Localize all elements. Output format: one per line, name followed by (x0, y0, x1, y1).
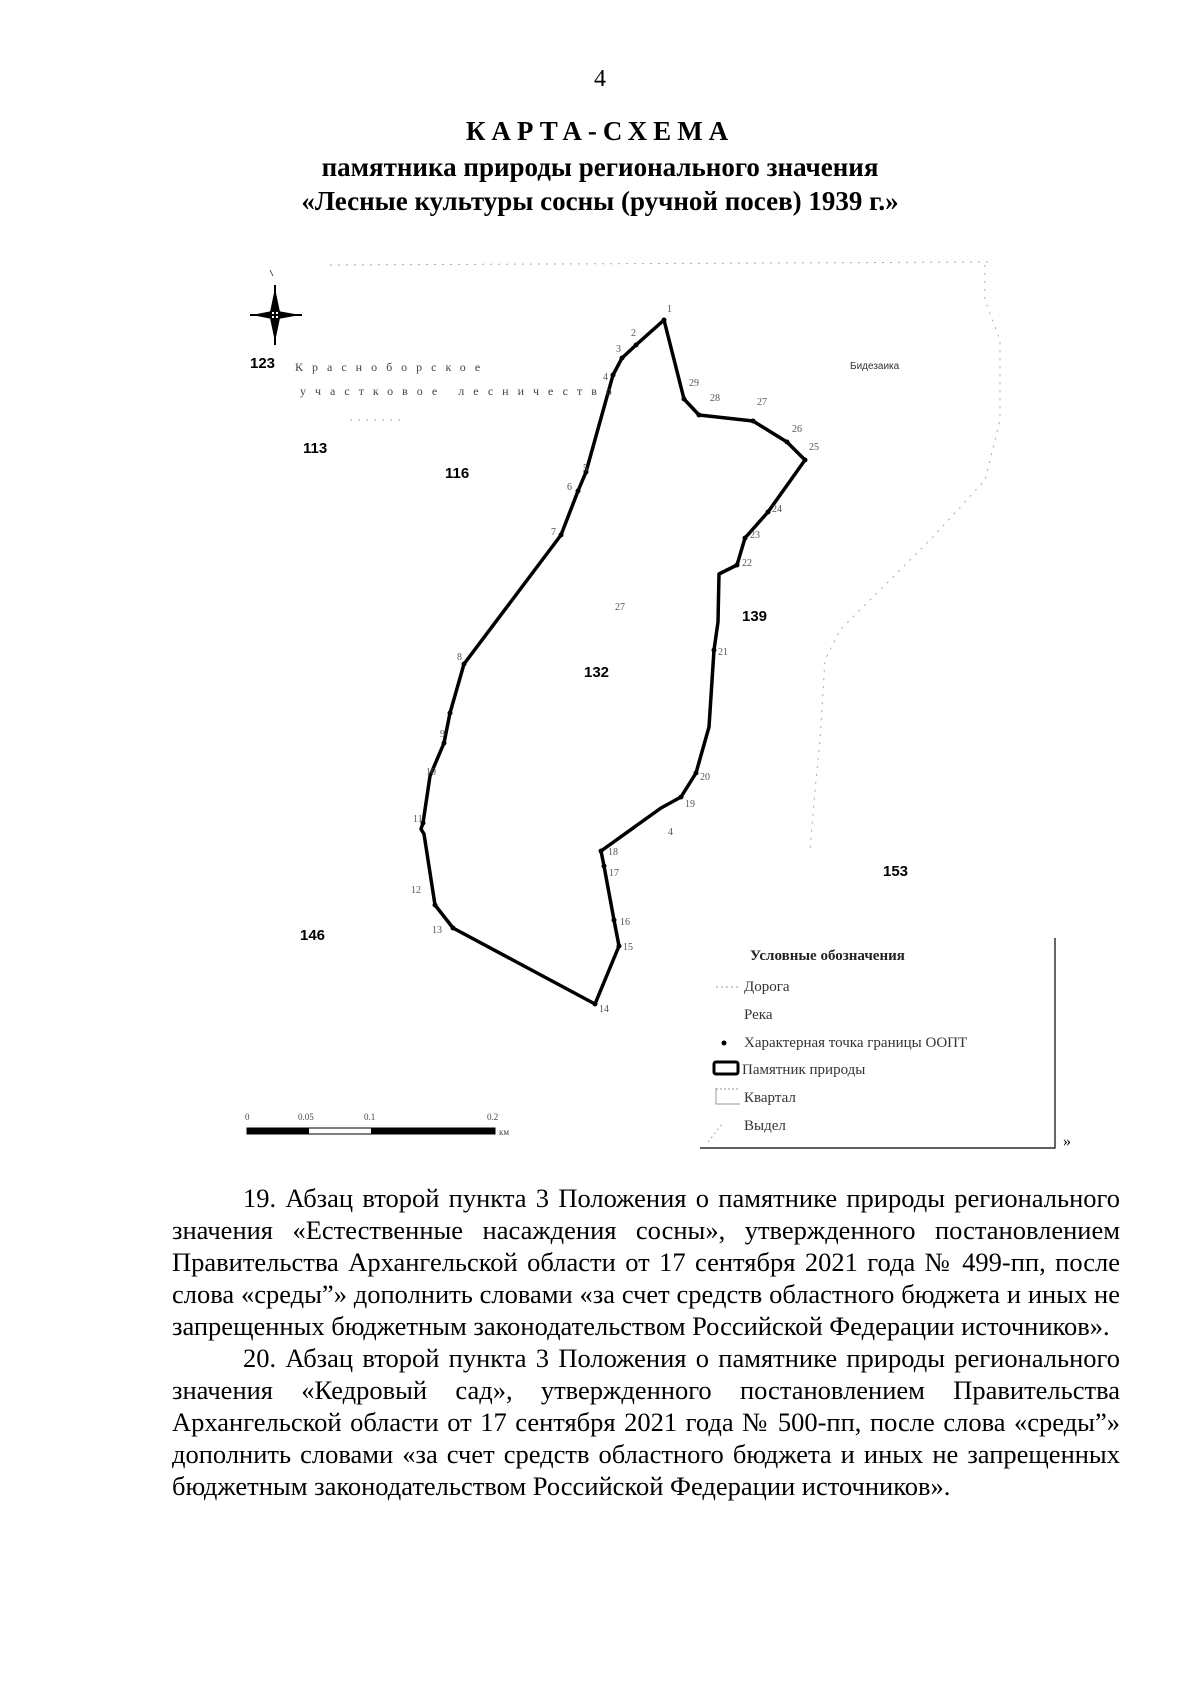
quarter-symbol (716, 1088, 740, 1104)
vertex-label: 20 (700, 772, 710, 783)
inner-label: 4 (668, 827, 673, 838)
monument-boundary (421, 320, 805, 1004)
page-marker: » (1063, 1133, 1071, 1150)
vertex-label: 23 (750, 530, 760, 541)
subdivision-symbol (708, 1124, 722, 1142)
scale-bar (245, 1112, 509, 1137)
vertex-label: 28 (710, 393, 720, 404)
legend-title: Условные обозначения (750, 948, 905, 964)
river-label: Бидезаика (850, 361, 900, 372)
quarter-number: 146 (300, 927, 326, 944)
scale-label: 0.1 (364, 1112, 376, 1122)
legend-item: Выдел (744, 1118, 786, 1134)
vertex-label: 6 (567, 482, 572, 493)
vertex-label: 29 (689, 378, 699, 389)
quarter-number: 139 (742, 608, 768, 625)
legend-item: Река (744, 1007, 773, 1023)
vertex-label: 3 (616, 344, 621, 355)
vertex-label: 1 (667, 304, 672, 315)
legend-item: Характерная точка границы ООПТ (744, 1035, 968, 1051)
vertex-label: 2 (631, 328, 636, 339)
vertex-label: 12 (411, 885, 421, 896)
vertex-label: 13 (432, 925, 442, 936)
vertex-label: 16 (620, 917, 630, 928)
scale-label: 0.2 (487, 1112, 499, 1122)
page-number: 4 (594, 66, 606, 92)
map-object-name: «Лесные культуры сосны (ручной посев) 1939 г.» (301, 186, 899, 216)
vertex-label: 11 (413, 814, 423, 825)
vertex-label: 9 (440, 729, 445, 740)
monument-symbol (714, 1062, 738, 1074)
vertex-label: 8 (457, 652, 462, 663)
quarter-number: 123 (250, 355, 276, 372)
vertex-label: 18 (608, 847, 618, 858)
vertex-label: 19 (685, 799, 695, 810)
forestry-label: Красноборское (295, 360, 490, 374)
vertex-label: 22 (742, 558, 752, 569)
legend-item: Памятник природы (742, 1062, 866, 1078)
map-subtitle: памятника природы регионального значения (321, 152, 879, 182)
vertex-label: 26 (792, 424, 802, 435)
inner-label: 27 (615, 602, 625, 613)
vertex-label: 14 (599, 1004, 609, 1015)
legend-item: Квартал (744, 1090, 796, 1106)
paragraph-20: 20. Абзац второй пункта 3 Положения о памятнике природы регионального значения «Кедровый сад», утвержденного постановлением Правительства Архангельской области от 17 сентября 2021 года № 500-пп, после слова «среды”» дополнить словами «за счет средств областного бюджета и иных не запрещенных бюджетным законодательством Российской Федерации источников». (172, 1343, 1120, 1501)
quarter-number: 132 (584, 664, 610, 681)
scale-label: 0 (245, 1112, 250, 1122)
vertex-label: 21 (718, 647, 728, 658)
map-title: КАРТА-СХЕМА (465, 116, 735, 146)
quarter-lines (330, 262, 1000, 850)
vertex-label: 15 (623, 942, 633, 953)
paragraph-19: 19. Абзац второй пункта 3 Положения о памятнике природы регионального значения «Естественные насаждения сосны», утвержденного постановлением Правительства Архангельской области от 17 сентября 2021 года № 499-пп, после слова «среды”» дополнить словами «за счет средств областного бюджета и иных не запрещенных бюджетным законодательством Российской Федерации источников». (172, 1183, 1120, 1341)
vertex-label: 4 (603, 372, 608, 383)
boundary-vertex-labels (411, 304, 819, 1015)
quarter-number: 116 (445, 465, 470, 482)
vertex-label: 27 (757, 397, 767, 408)
document-body (172, 1182, 1120, 1502)
vertex-label: 24 (772, 504, 782, 515)
legend-item: Дорога (744, 979, 790, 995)
vertex-label: 5 (583, 463, 588, 474)
north-arrow-icon (250, 270, 302, 345)
vertex-label: 25 (809, 442, 819, 453)
forestry-label: участковое лесничество (300, 384, 621, 398)
vertex-label: 7 (551, 527, 556, 538)
scale-label: 0.05 (298, 1112, 314, 1122)
quarter-number: 153 (883, 863, 909, 880)
map-legend (700, 938, 1071, 1150)
quarter-number: 113 (303, 440, 328, 457)
vertex-label: 17 (609, 868, 619, 879)
point-symbol (722, 1041, 727, 1046)
scale-unit: км (499, 1127, 510, 1137)
vertex-label: 10 (426, 767, 436, 778)
